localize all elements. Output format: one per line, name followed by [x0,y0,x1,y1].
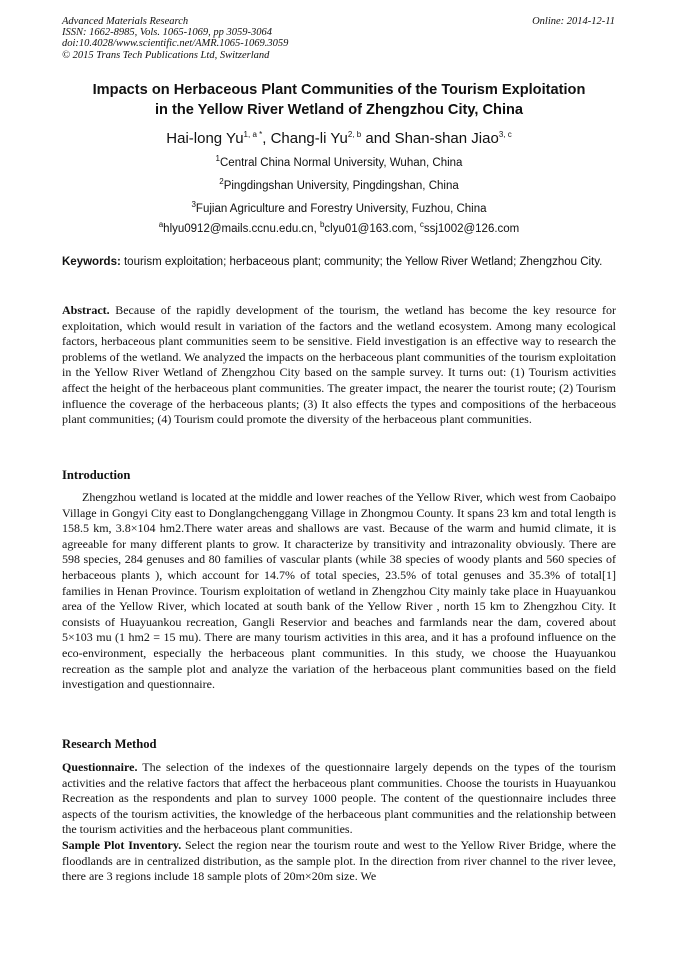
sample-plot-label: Sample Plot Inventory. [62,837,182,852]
keywords [62,255,616,270]
affiliation-1: $^1$Central China Normal University, Wuhan, China [215,154,463,169]
introduction-text: Zhengzhou wetland is located at the middle and lower reaches of the Yellow River, which west from Caobaipo Village in Gongyi City east to Donglangchenggang Village in Zhongmou County. It spans 23 km and total length is 158.5 km, 3.8×104 hm2.There water areas and shallows are vast. Because of the warm and humid climate, it is agreeable for many different plants to grow. It characterize by transitivity and intrazonality obviously. There are 598 species, 284 genuses and 80 families of vascular plants (while 38 species of woody plants and 560 species of herbaceous plants ), which account for 14.7% of total species, 23.5% of total genuses and 35.3% of total[1] families in Henan Province. Tourism exploitation of wetland in Zhengzhou City mainly take place in Huayuankou area of the Yellow River, which located at south bank of the Yellow River , north 15 km to Zhengzhou City. It consists of Huayuankou recreation, Gangli Reservior and beaches and farmlands near the dam, covered about 5×103 mu (1 hm2 = 15 mu). There are many tourism activities in this area, and it has a profound influence on the eco-environment, especially the herbaceous plant communities. In this study, we choose the Huayuankou recreation as the sample plot and analyze the variation of the herbaceous plant communities based on the field investigation and questionnaire. [62,490,616,692]
keywords-text: tourism exploitation; herbaceous plant; community; the Yellow River Wetland; Zhengzhou City. [120,256,603,268]
research-method-heading: Research Method [62,737,157,751]
abstract-label: Abstract. [62,303,110,317]
author-emails: $^a$hlyu0912@mails.ccnu.edu.cn, $^b$clyu01@163.com, $^c$ssj1002@126.com [158,220,520,235]
author-2: , Chang-li Yu [262,130,348,147]
title-line-1: Impacts on Herbaceous Plant Communities of the Tourism Exploitation [92,82,586,98]
journal-name: Advanced Materials Research [62,16,189,27]
affiliation-2: $^2$Pingdingshan University, Pingdingshan, China [219,177,459,192]
questionnaire-label: Questionnaire. [62,760,138,774]
journal-header [62,16,288,61]
title-line-2: in the Yellow River Wetland of Zhengzhou City, China [154,102,524,118]
author-3: and Shan-shan Jiao [361,130,499,147]
introduction-body [62,490,616,693]
abstract-text: Because of the rapidly development of the tourism, the wetland has become the key resource for exploitation, which would result in variation of the factors and the wetland ecosystem. Among many ecological factors, herbaceous plant communities seem to be sensitive. Field investigation is an effective way to research the problems of the wetland. We analyzed the impacts on the herbaceous plant communities of the tourism exploitation in the Yellow River Wetland of Zhengzhou City based on the sample survey. It turns out: (1) Tourism activities affect the height of the herbaceous plant communities. The greater impact, the nearer the tourist route; (2) Tourism influence the coverage of the herbaceous plants; (3) It also effects the types and compositions of the herbaceous plant communities; (4) Tourism could promote the diversity of the herbaceous plant communities. [62,303,616,427]
author-1-sup: 1, a * [243,130,263,139]
author-1: Hai-long Yu [166,130,244,147]
doi-line: doi:10.4028/www.scientific.net/AMR.1065-1069.3059 [62,38,289,50]
author-list [0,130,678,147]
copyright-line: © 2015 Trans Tech Publications Ltd, Switzerland [62,49,270,61]
sample-plot-paragraph [62,838,616,885]
questionnaire-text: The selection of the indexes of the questionnaire largely depends on the types of the tourism activities and the relative factors that affect the herbaceous plant communities. Choose the tourists in Huayuankou Recreation as the respondents and plan to survey 1000 people. The content of the questionnaire includes three aspects of the tourism activities, the knowledge of the herbaceous plant communities and the relationship between the tourism activities and the herbaceous plant communities. [62,760,616,837]
online-date: Online: 2014-12-11 [532,16,615,27]
sample-plot-text: Select the region near the tourism route and west to the Yellow River Bridge, where the floodlands are in centralized distribution, as the sample plot. In the direction from river channel to the river levee, there are 3 regions include 18 sample plots of 20m×20m size. We [62,837,616,884]
paper-title [50,80,628,120]
author-3-sup: 3, c [498,130,512,139]
questionnaire-paragraph [62,760,616,838]
abstract [62,303,616,428]
introduction-heading: Introduction [62,468,131,482]
research-method-body [62,760,616,885]
author-2-sup: 2, b [347,130,362,139]
issn-line: ISSN: 1662-8985, Vols. 1065-1069, pp 3059-3064 [62,27,272,39]
keywords-label: Keywords: [62,256,121,268]
affiliation-3: $^3$Fujian Agriculture and Forestry University, Fuzhou, China [191,200,487,215]
